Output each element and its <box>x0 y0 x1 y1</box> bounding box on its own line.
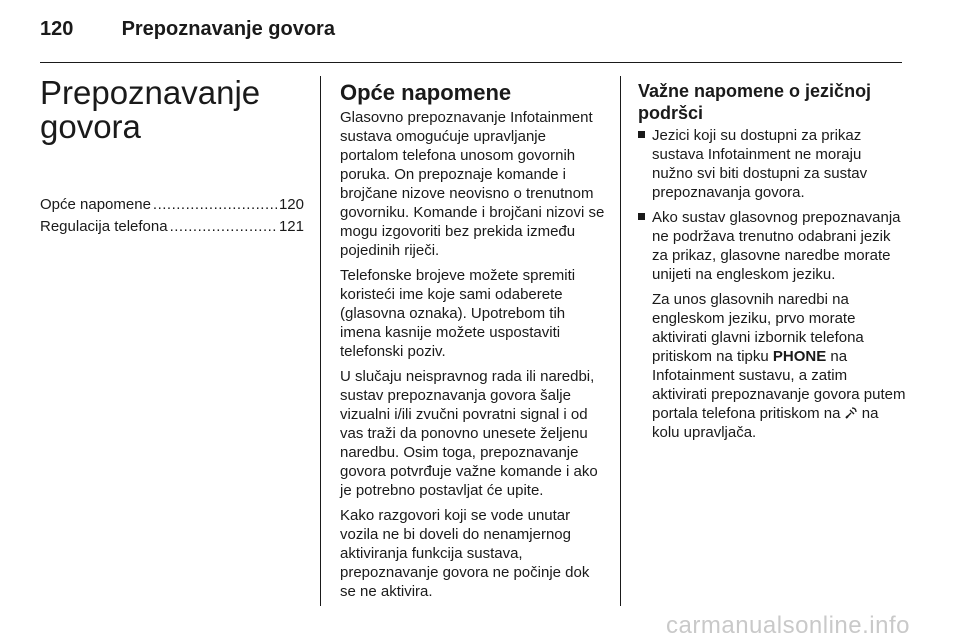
bullet-icon <box>638 131 645 138</box>
paragraph: U slučaju neispravnog rada ili naredbi, sustav prepoznavanja govora šalje vizualni i/ili zvučni povratni signal i od vas traži da ponovno unesete željenu naredbu. Osim toga, prepoznavanje govora potvrđuje važne komande i ako je potrebno postavljat će upite. <box>340 368 598 499</box>
paragraph <box>652 290 906 442</box>
column-divider <box>620 76 621 606</box>
bullet-list <box>638 126 906 442</box>
bullet-icon <box>638 213 645 220</box>
paragraph: Kako razgovori koji se vode unutar vozila ne bi doveli do nenamjernog aktiviranja funkcija sustava, prepoznavanje govora ne počinje dok se ne aktivira. <box>340 507 590 600</box>
section-heading: Važne napomene o jezičnoj podršci <box>638 81 872 123</box>
list-item <box>638 126 906 202</box>
chapter-column <box>40 76 304 238</box>
paragraph: Glasovno prepoznavanje Infotainment sustava omogućuje upravljanje portalom telefona unosom govornih poruka. On prepoznaje komande i brojčane nizove neovisno o trenutnom govorniku. Komande i brojčani nizovi se mogu izgovoriti bez prekida između pojedinih riječi. <box>340 109 605 259</box>
chapter-title: Prepoznavanje govora <box>40 74 261 145</box>
section-heading: Opće napomene <box>340 80 512 105</box>
language-notes-column <box>638 80 906 448</box>
page-number: 120 <box>40 18 74 40</box>
page-header <box>40 18 335 41</box>
list-item <box>638 208 906 442</box>
text-run: Za unos glasovnih naredbi na engleskom jeziku, prvo morate aktivirati glavni izbornik telefona pritiskom na tipku <box>652 291 864 365</box>
toc-entry[interactable] <box>40 216 304 238</box>
running-title: Prepoznavanje govora <box>121 18 335 40</box>
toc-leader <box>153 194 277 216</box>
toc-label: Regulacija telefona <box>40 218 168 235</box>
toc-page: 120 <box>278 196 304 213</box>
toc-entry[interactable] <box>40 194 304 216</box>
paragraph: Jezici koji su dostupni za prikaz sustava Infotainment ne moraju nužno svi biti dostupni za sustav prepoznavanja govora. <box>652 127 868 201</box>
phone-key-label: PHONE <box>772 348 827 365</box>
text-run: na kolu upravljača. <box>652 405 879 441</box>
general-notes-column <box>340 80 608 607</box>
voice-control-icon <box>845 405 858 422</box>
paragraph: Telefonske brojeve možete spremiti koristeći ime koje sami odaberete (glasovna oznaka). Upotrebom tih imena kasnije možete uspostaviti telefonski poziv. <box>340 267 576 360</box>
toc-label: Opće napomene <box>40 196 151 213</box>
toc-page: 121 <box>278 218 304 235</box>
paragraph: Ako sustav glasovnog prepoznavanja ne podržava trenutno odabrani jezik za prikaz, glasovne naredbe morate unijeti na engleskom jeziku. <box>652 209 901 283</box>
header-rule <box>40 62 902 63</box>
watermark: carmanualsonline.info <box>666 612 910 639</box>
toc-leader <box>170 216 277 238</box>
column-divider <box>320 76 321 606</box>
text-run: na Infotainment sustavu, a zatim aktivirati prepoznavanje govora putem portala telefona pritiskom na <box>652 348 906 422</box>
